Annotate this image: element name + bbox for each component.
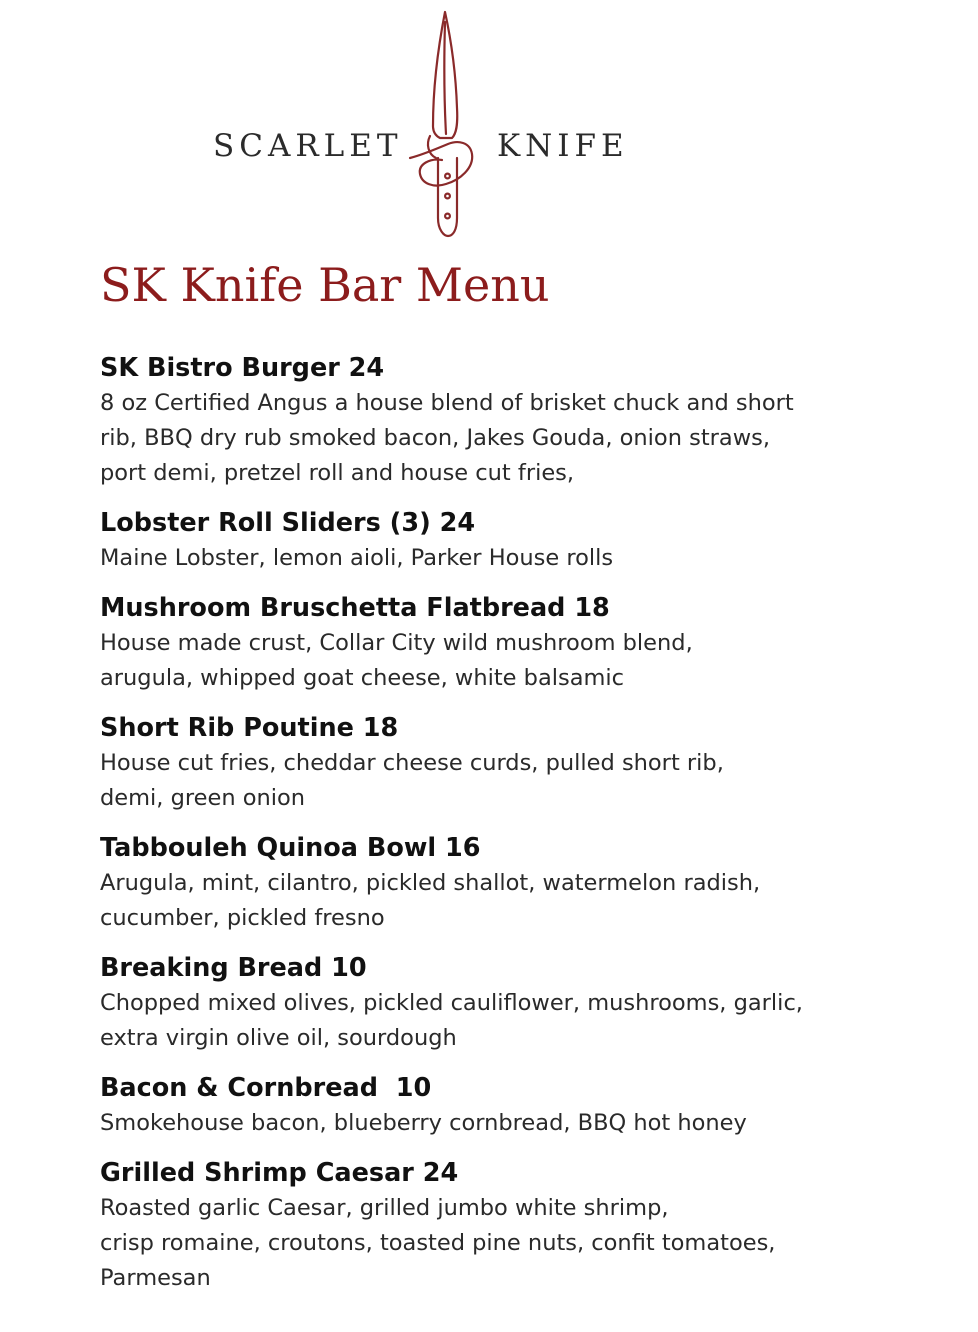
menu-item	[100, 350, 960, 491]
logo-word-left: SCARLET	[213, 128, 403, 164]
menu-item-description: House cut fries, cheddar cheese curds, pulled short rib, demi, green onion	[100, 750, 724, 811]
menu-item-list	[100, 350, 960, 1310]
menu-item	[100, 830, 960, 936]
logo-word-right: KNIFE	[497, 128, 629, 164]
menu-item-name: Tabbouleh Quinoa Bowl 16	[100, 833, 481, 863]
menu-item-description: Chopped mixed olives, pickled cauliflower, mushrooms, garlic, extra virgin olive oil, sourdough	[100, 990, 803, 1051]
menu-item	[100, 505, 960, 576]
menu-item-description: Maine Lobster, lemon aioli, Parker House rolls	[100, 545, 614, 571]
menu-item	[100, 950, 960, 1056]
menu-item-name: Bacon & Cornbread 10	[100, 1073, 432, 1103]
menu-item-name: Grilled Shrimp Caesar 24	[100, 1158, 459, 1188]
knife-icon	[400, 8, 490, 240]
menu-item-name: Mushroom Bruschetta Flatbread 18	[100, 593, 610, 623]
menu-item-name: Breaking Bread 10	[100, 953, 367, 983]
menu-item-name: SK Bistro Burger 24	[100, 353, 385, 383]
menu-item-description: Arugula, mint, cilantro, pickled shallot, watermelon radish, cucumber, pickled fresno	[100, 870, 761, 931]
menu-item-description: Roasted garlic Caesar, grilled jumbo white shrimp, crisp romaine, croutons, toasted pine nuts, confit tomatoes, Parmesan	[100, 1195, 776, 1291]
menu-item-description: Smokehouse bacon, blueberry cornbread, BBQ hot honey	[100, 1110, 747, 1136]
menu-item	[100, 710, 960, 816]
menu-item	[100, 590, 960, 696]
menu-item-name: Short Rib Poutine 18	[100, 713, 399, 743]
menu-item	[100, 1155, 960, 1296]
menu-item	[100, 1070, 960, 1141]
menu-item-description: 8 oz Certified Angus a house blend of brisket chuck and short rib, BBQ dry rub smoked bacon, Jakes Gouda, onion straws, port demi, pretzel roll and house cut fries,	[100, 390, 794, 486]
menu-item-name: Lobster Roll Sliders (3) 24	[100, 508, 476, 538]
brand-logo	[0, 0, 978, 245]
menu-item-description: House made crust, Collar City wild mushroom blend, arugula, whipped goat cheese, white balsamic	[100, 630, 693, 691]
page-title: SK Knife Bar Menu	[100, 258, 550, 312]
